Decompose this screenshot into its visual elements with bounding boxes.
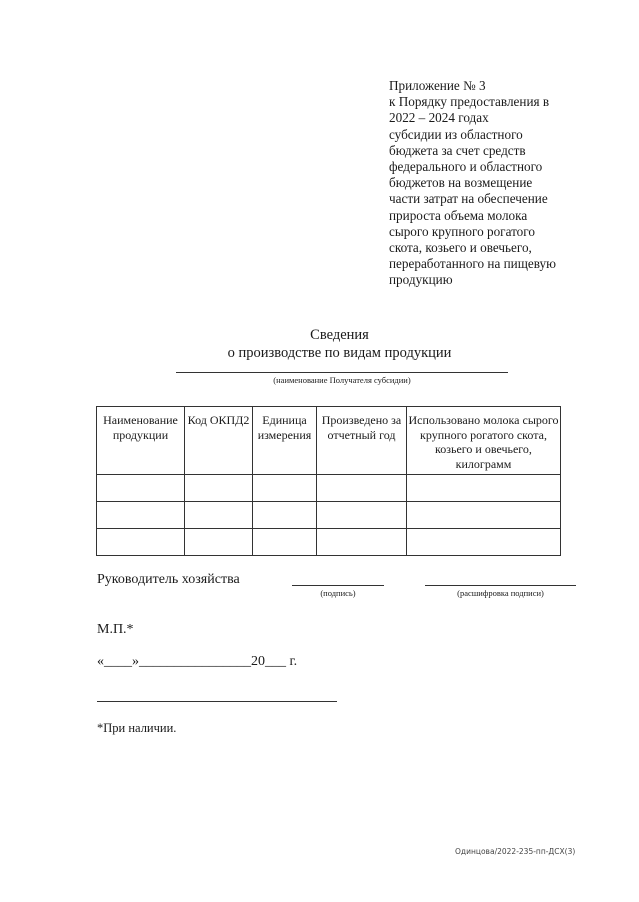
- production-table: [96, 406, 561, 556]
- appendix-line: 2022 – 2024 годах: [389, 110, 489, 126]
- table-cell: [253, 475, 317, 502]
- appendix-line: прироста объема молока: [389, 207, 528, 223]
- table-cell: [407, 502, 561, 529]
- table-cell: [97, 529, 185, 556]
- footnote: *При наличии.: [97, 721, 177, 735]
- header-product-name: Наименование продукции: [97, 407, 185, 475]
- appendix-header: [389, 78, 594, 289]
- appendix-line: сырого крупного рогатого: [389, 223, 535, 239]
- signature-decoding-caption: (расшифровка подписи): [457, 588, 544, 598]
- appendix-line: субсидии из областного: [389, 126, 523, 142]
- signature-line: [292, 585, 384, 586]
- header-milk-used: Использовано молока сырого крупного рогатого скота, козьего и овечьего, килограмм: [407, 407, 561, 475]
- table-row: [97, 529, 561, 556]
- table-cell: [185, 475, 253, 502]
- signature-decoding-line: [425, 585, 576, 586]
- appendix-line: Приложение № 3: [389, 78, 486, 93]
- table-cell: [185, 502, 253, 529]
- table-row: [97, 502, 561, 529]
- table-cell: [317, 475, 407, 502]
- table-row: [97, 475, 561, 502]
- appendix-line: скота, козьего и овечьего,: [389, 240, 532, 256]
- appendix-line: части затрат на обеспечение: [389, 191, 548, 207]
- recipient-caption: (наименование Получателя субсидии): [273, 375, 411, 385]
- recipient-name-line: [176, 372, 508, 373]
- table-cell: [407, 529, 561, 556]
- appendix-line: бюджета за счет средств: [389, 142, 526, 158]
- document-code: Одинцова/2022-235-пп-ДСХ(3): [455, 847, 576, 856]
- document-subtitle: о производстве по видам продукции: [227, 345, 452, 361]
- document-title: Сведения: [310, 327, 369, 343]
- signature-caption: (подпись): [320, 588, 356, 598]
- table-cell: [185, 529, 253, 556]
- blank-line: [97, 701, 337, 702]
- table-cell: [97, 475, 185, 502]
- head-of-farm-label: Руководитель хозяйства: [97, 572, 240, 587]
- table-header-row: [97, 407, 561, 475]
- table-cell: [97, 502, 185, 529]
- table-cell: [407, 475, 561, 502]
- date-line: «____»________________20___ г.: [97, 654, 298, 669]
- stamp-place-label: М.П.*: [97, 622, 134, 637]
- appendix-line: бюджетов на возмещение: [389, 175, 533, 191]
- appendix-line: переработанного на пищевую: [389, 256, 556, 272]
- header-okpd2-code: Код ОКПД2: [185, 407, 253, 475]
- header-unit: Единица измерения: [253, 407, 317, 475]
- table-cell: [317, 529, 407, 556]
- header-produced: Произведено за отчетный год: [317, 407, 407, 475]
- table-cell: [317, 502, 407, 529]
- appendix-line: продукцию: [389, 272, 453, 288]
- appendix-line: к Порядку предоставления в: [389, 94, 550, 110]
- table-cell: [253, 502, 317, 529]
- table-cell: [253, 529, 317, 556]
- appendix-line: федерального и областного: [389, 159, 543, 175]
